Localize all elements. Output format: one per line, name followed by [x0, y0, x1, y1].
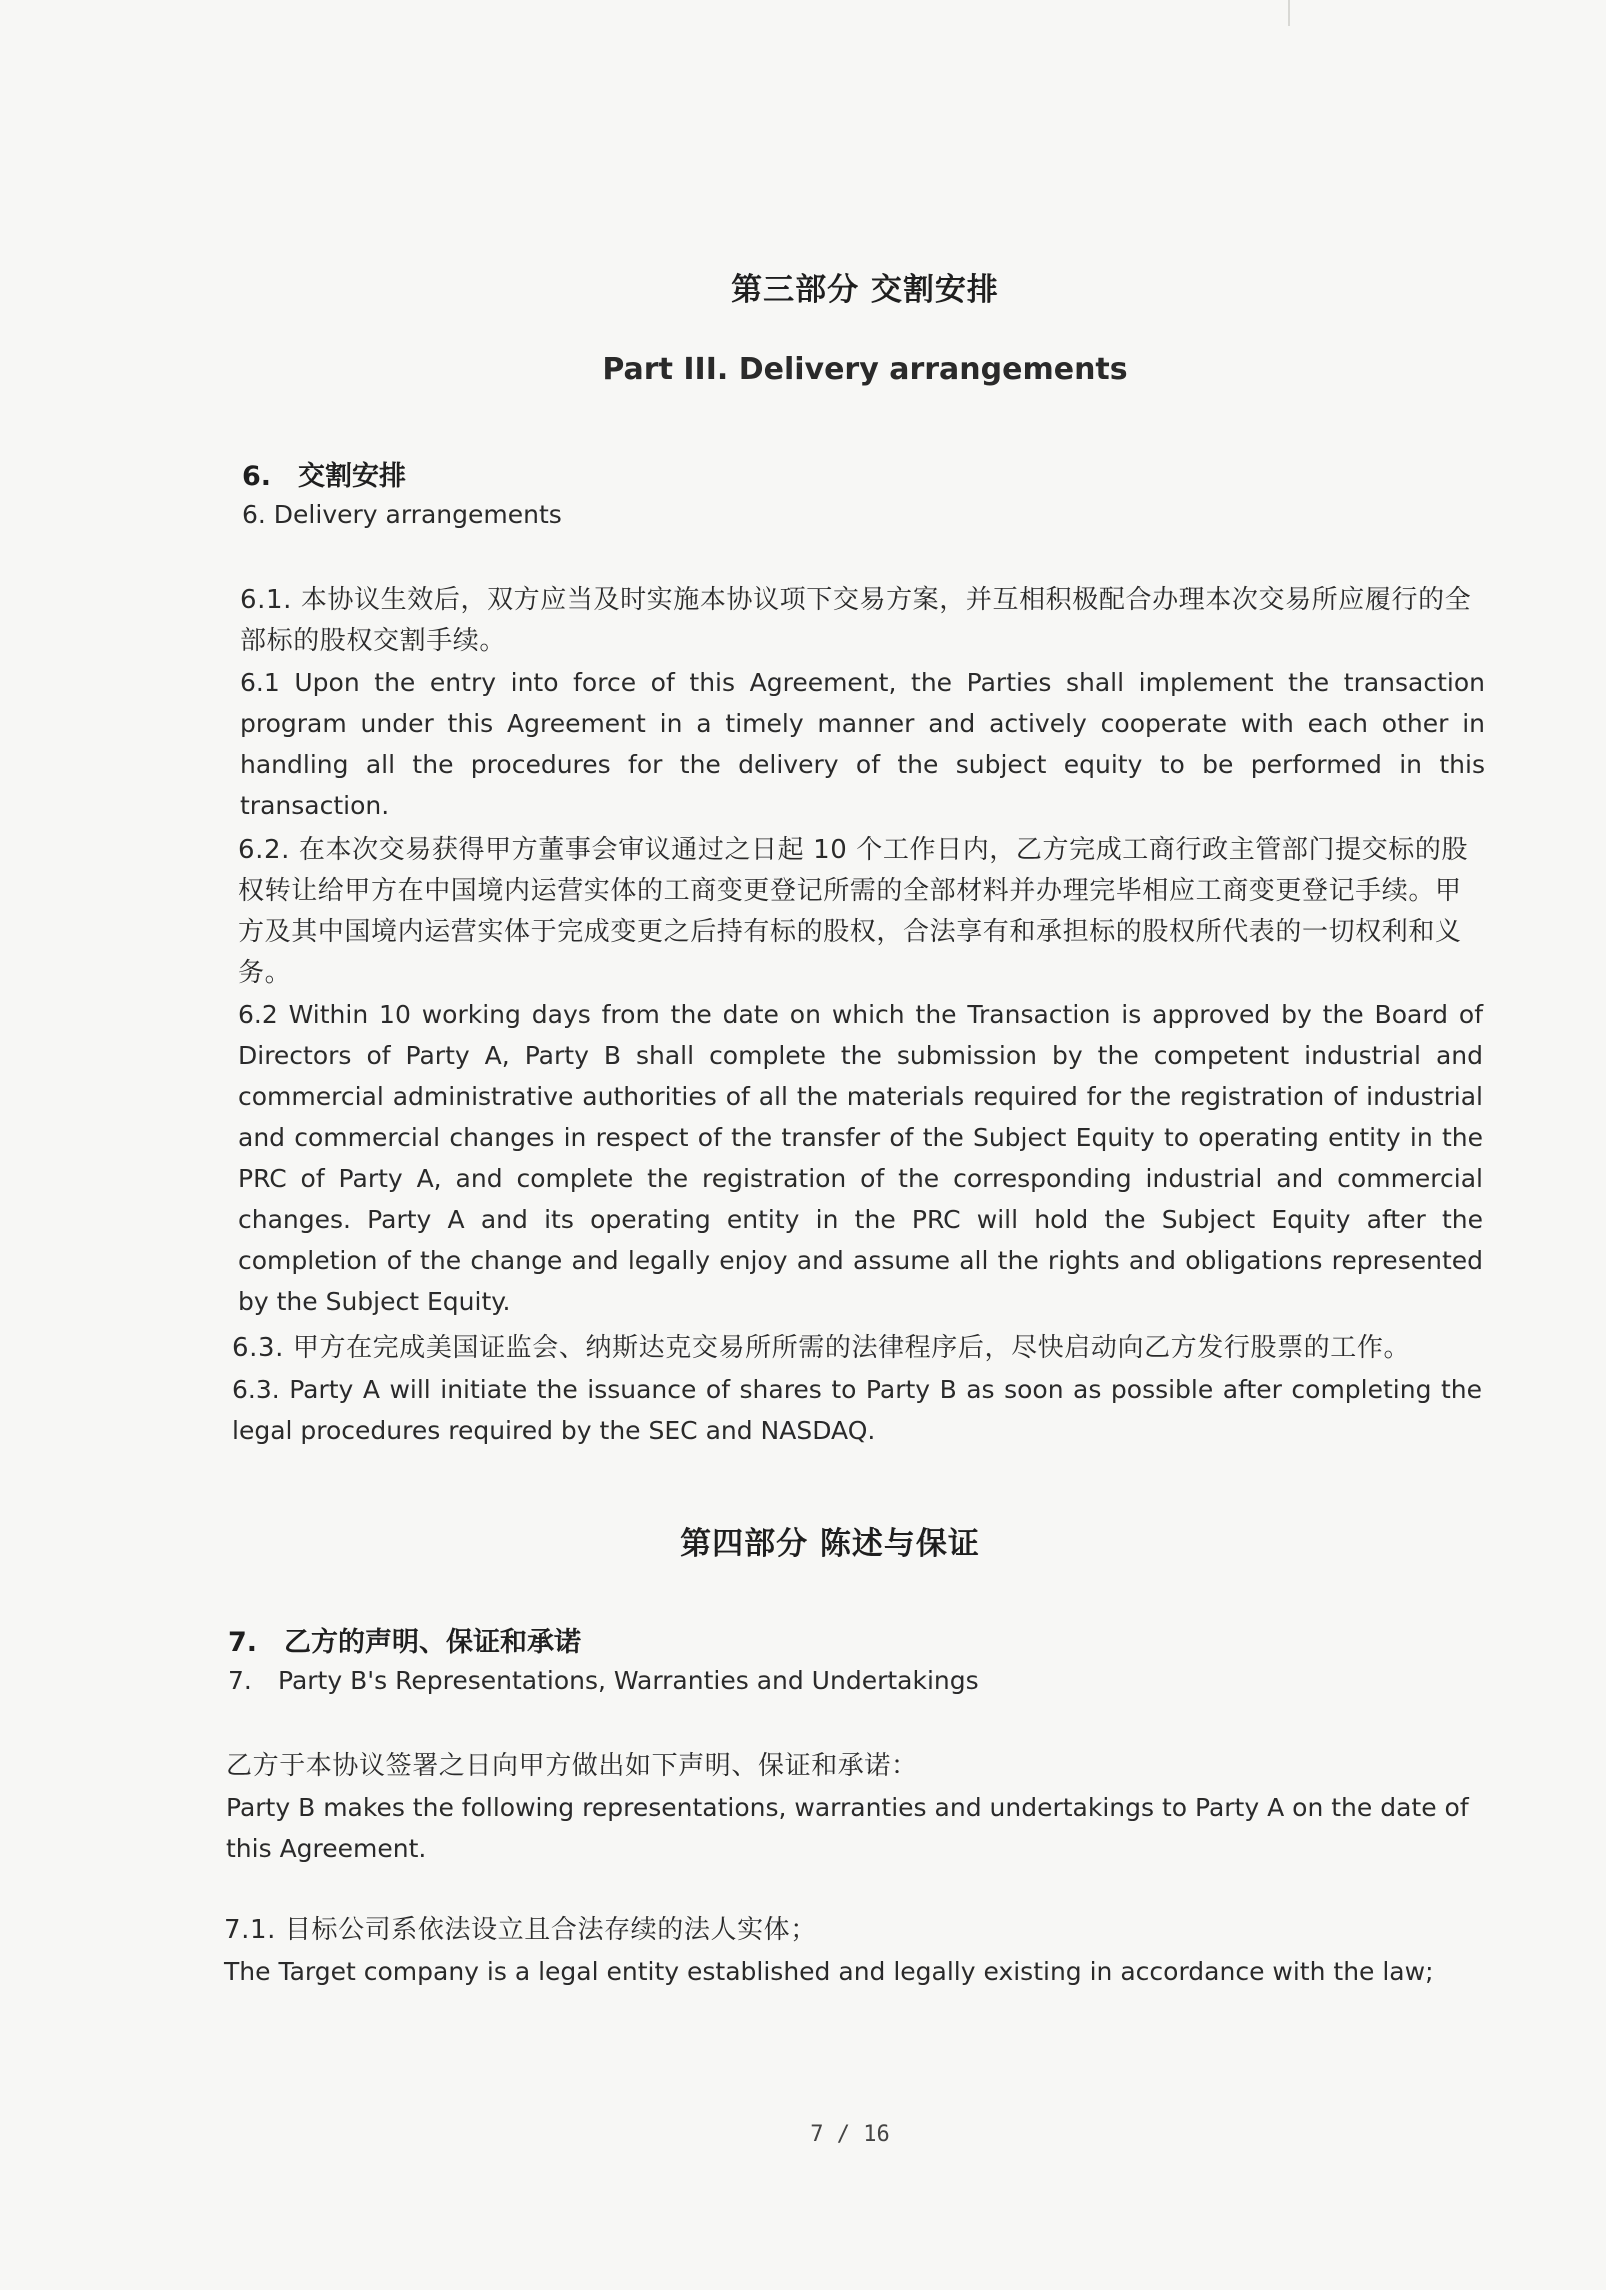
clause-6-1-en: 6.1 Upon the entry into force of this Agreement, the Parties shall implement the transaction program under this Agreement in a timely manner and actively cooperate with each other in handling all the procedures for the delivery of the subject equity to be performed in this transaction.: [240, 668, 1485, 820]
section7-title-cn: [228, 1620, 581, 1659]
intro-7: [226, 1746, 1476, 1869]
clause-6-2-cn: 6.2. 在本次交易获得甲方董事会审议通过之日起 10 个工作日内，乙方完成工商行政主管部门提交标的股权转让给甲方在中国境内运营实体的工商变更登记所需的全部材料并办理完毕相应工商变更登记手续。甲方及其中国境内运营实体于完成变更之后持有标的股权，合法享有和承担标的股权所代表的一切权利和义务。: [238, 835, 1469, 988]
part3-title-en: Part III. Delivery arrangements: [602, 352, 1128, 387]
clause-7-1: [224, 1910, 1484, 1992]
section6-title-en: 6. Delivery arrangements: [242, 500, 562, 529]
section7-title-en: [228, 1666, 979, 1695]
clause-6-2-en: 6.2 Within 10 working days from the date on which the Transaction is approved by the Board of Directors of Party A, Party B shall complete the submission by the competent industrial and commercial administrative authorities of all the materials required for the registration of industrial and commercial changes in respect of the transfer of the Subject Equity to operating entity in the PRC of Party A, and complete the registration of the corresponding industrial and commercial changes. Party A and its operating entity in the PRC will hold the Subject Equity after the completion of the change and legally enjoy and assume all the rights and obligations represented by the Subject Equity.: [238, 1000, 1483, 1316]
section6-number: 6.: [242, 461, 272, 492]
intro-7-en: Party B makes the following representations, warranties and undertakings to Party A on the date of this Agreement.: [226, 1793, 1469, 1863]
section6-heading: 交割安排: [298, 461, 406, 492]
clause-6-1: [240, 580, 1485, 826]
clause-6-3: [232, 1328, 1482, 1451]
part3-title-cn: 第三部分 交割安排: [731, 272, 999, 308]
section7-number: 7.: [228, 1627, 258, 1658]
page-number: 7 / 16: [810, 2122, 890, 2147]
clause-7-1-cn: 7.1. 目标公司系依法设立且合法存续的法人实体；: [224, 1915, 817, 1945]
section6-title-cn: [242, 454, 406, 493]
clause-6-1-cn: 6.1. 本协议生效后，双方应当及时实施本协议项下交易方案，并互相积极配合办理本次交易所应履行的全部标的股权交割手续。: [240, 585, 1472, 656]
clause-6-3-cn: 6.3. 甲方在完成美国证监会、纳斯达克交易所所需的法律程序后，尽快启动向乙方发行股票的工作。: [232, 1333, 1411, 1363]
clause-6-3-en: 6.3. Party A will initiate the issuance of shares to Party B as soon as possible after completing the legal procedures required by the SEC and NASDAQ.: [232, 1375, 1482, 1445]
clause-6-2: [238, 830, 1483, 1322]
section7-en-heading: Party B's Representations, Warranties and Undertakings: [278, 1666, 979, 1695]
intro-7-cn: 乙方于本协议签署之日向甲方做出如下声明、保证和承诺：: [226, 1751, 918, 1781]
section7-heading: 乙方的声明、保证和承诺: [284, 1627, 581, 1658]
scan-edge-mark: [1288, 0, 1290, 26]
clause-7-1-en: The Target company is a legal entity established and legally existing in accordance with the law;: [224, 1957, 1434, 1986]
section7-en-number: 7.: [228, 1666, 252, 1695]
part4-title-cn: 第四部分 陈述与保证: [680, 1526, 980, 1562]
